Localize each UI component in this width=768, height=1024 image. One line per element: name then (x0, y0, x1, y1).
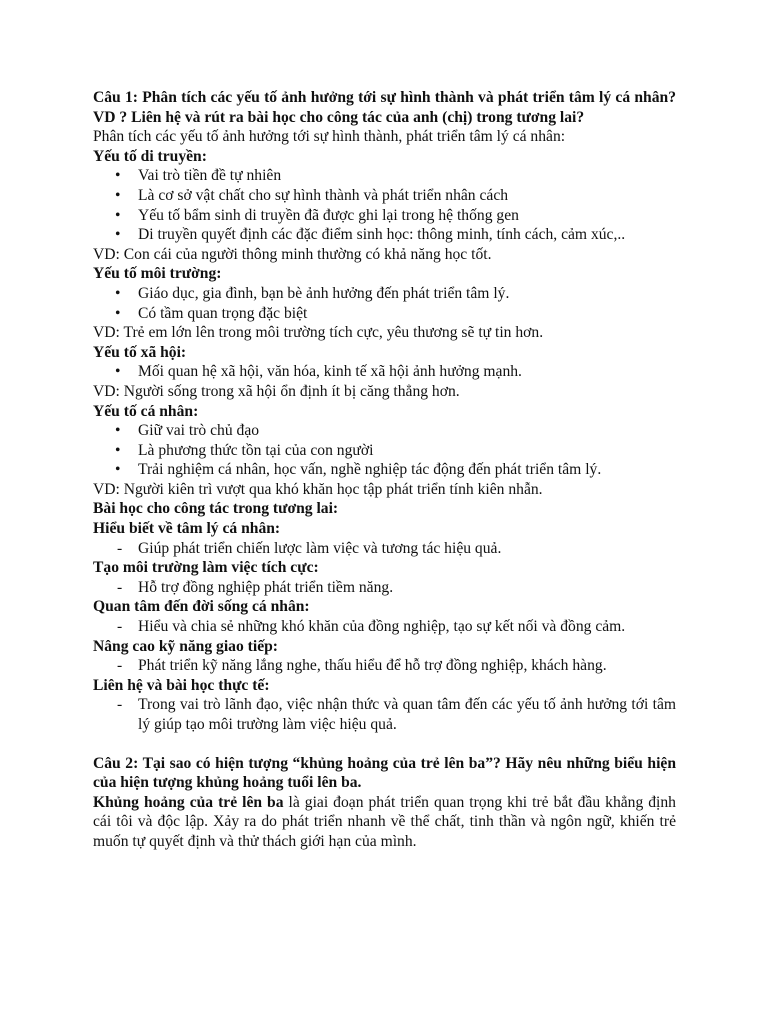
dash-list (93, 695, 676, 734)
factor-heading: Yếu tố xã hội: (93, 343, 187, 361)
question-1-title: Câu 1: Phân tích các yếu tố ảnh hưởng tới sự hình thành và phát triển tâm lý cá nhân? VD ? Liên hệ và rút ra bài học cho công tác của anh (chị) trong tương lai? (93, 89, 676, 126)
lesson-heading: Liên hệ và bài học thực tế: (93, 676, 270, 694)
example-text: VD: Con cái của người thông minh thường có khả năng học tốt. (93, 245, 492, 263)
example-text: VD: Người sống trong xã hội ổn định ít bị căng thẳng hơn. (93, 382, 460, 400)
document-body (93, 88, 676, 852)
bullet-item: • Có tầm quan trọng đặc biệt (93, 304, 676, 324)
dash-item: - Hiểu và chia sẻ những khó khăn của đồng nghiệp, tạo sự kết nối và đồng cảm. (93, 617, 676, 637)
bullet-list (93, 421, 676, 480)
lesson-heading: Hiểu biết về tâm lý cá nhân: (93, 520, 281, 538)
lesson-heading: Tạo môi trường làm việc tích cực: (93, 559, 319, 577)
factor-heading: Yếu tố môi trường: (93, 265, 222, 283)
dash-item: - Phát triển kỹ năng lắng nghe, thấu hiểu để hỗ trợ đồng nghiệp, khách hàng. (93, 656, 676, 676)
bullet-item: • Di truyền quyết định các đặc điểm sinh học: thông minh, tính cách, cảm xúc,.. (93, 225, 676, 245)
lessons-heading: Bài học cho công tác trong tương lai: (93, 500, 339, 518)
paragraph-spacer (93, 735, 676, 754)
bullet-item: • Yếu tố bẩm sinh di truyền đã được ghi lại trong hệ thống gen (93, 206, 676, 226)
factor-heading: Yếu tố di truyền: (93, 147, 207, 165)
example-text: VD: Trẻ em lớn lên trong môi trường tích cực, yêu thương sẽ tự tin hơn. (93, 324, 544, 342)
bullet-item: • Giáo dục, gia đình, bạn bè ảnh hưởng đến phát triển tâm lý. (93, 284, 676, 304)
example-text: VD: Người kiên trì vượt qua khó khăn học tập phát triển tính kiên nhẫn. (93, 480, 543, 498)
bullet-list (93, 362, 676, 382)
question-2-term: Khủng hoảng của trẻ lên ba (93, 793, 284, 811)
factor-heading: Yếu tố cá nhân: (93, 402, 199, 420)
dash-list (93, 539, 676, 559)
lesson-heading: Quan tâm đến đời sống cá nhân: (93, 598, 310, 616)
dash-item: - Giúp phát triển chiến lược làm việc và tương tác hiệu quả. (93, 539, 676, 559)
bullet-list (93, 284, 676, 323)
bullet-item: • Là cơ sở vật chất cho sự hình thành và phát triển nhân cách (93, 186, 676, 206)
dash-list (93, 578, 676, 598)
question-2-paragraph (93, 793, 676, 852)
dash-list (93, 656, 676, 676)
bullet-item: • Mối quan hệ xã hội, văn hóa, kinh tế xã hội ảnh hưởng mạnh. (93, 362, 676, 382)
dash-item: - Trong vai trò lãnh đạo, việc nhận thức và quan tâm đến các yếu tố ảnh hưởng tới tâm lý giúp tạo môi trường làm việc hiệu quả. (93, 695, 676, 734)
dash-list (93, 617, 676, 637)
bullet-list (93, 166, 676, 244)
bullet-item: • Trải nghiệm cá nhân, học vấn, nghề nghiệp tác động đến phát triển tâm lý. (93, 460, 676, 480)
bullet-item: • Giữ vai trò chủ đạo (93, 421, 676, 441)
bullet-item: • Vai trò tiền đề tự nhiên (93, 166, 676, 186)
question-2-explanation: là giai đoạn phát triển quan trọng khi trẻ bắt đầu khẳng định cái tôi và độc lập. Xảy ra do phát triển nhanh về thể chất, tinh thần và ngôn ngữ, khiến trẻ muốn tự quyết định và thử thách giới hạn của mình. (93, 793, 676, 850)
bullet-item: • Là phương thức tồn tại của con người (93, 441, 676, 461)
dash-item: - Hỗ trợ đồng nghiệp phát triển tiềm năng. (93, 578, 676, 598)
question-1-intro: Phân tích các yếu tố ảnh hưởng tới sự hình thành, phát triển tâm lý cá nhân: (93, 128, 566, 146)
question-2-title: Câu 2: Tại sao có hiện tượng “khủng hoảng của trẻ lên ba”? Hãy nêu những biểu hiện của hiện tượng khủng hoảng tuổi lên ba. (93, 754, 676, 792)
lesson-heading: Nâng cao kỹ năng giao tiếp: (93, 637, 278, 655)
